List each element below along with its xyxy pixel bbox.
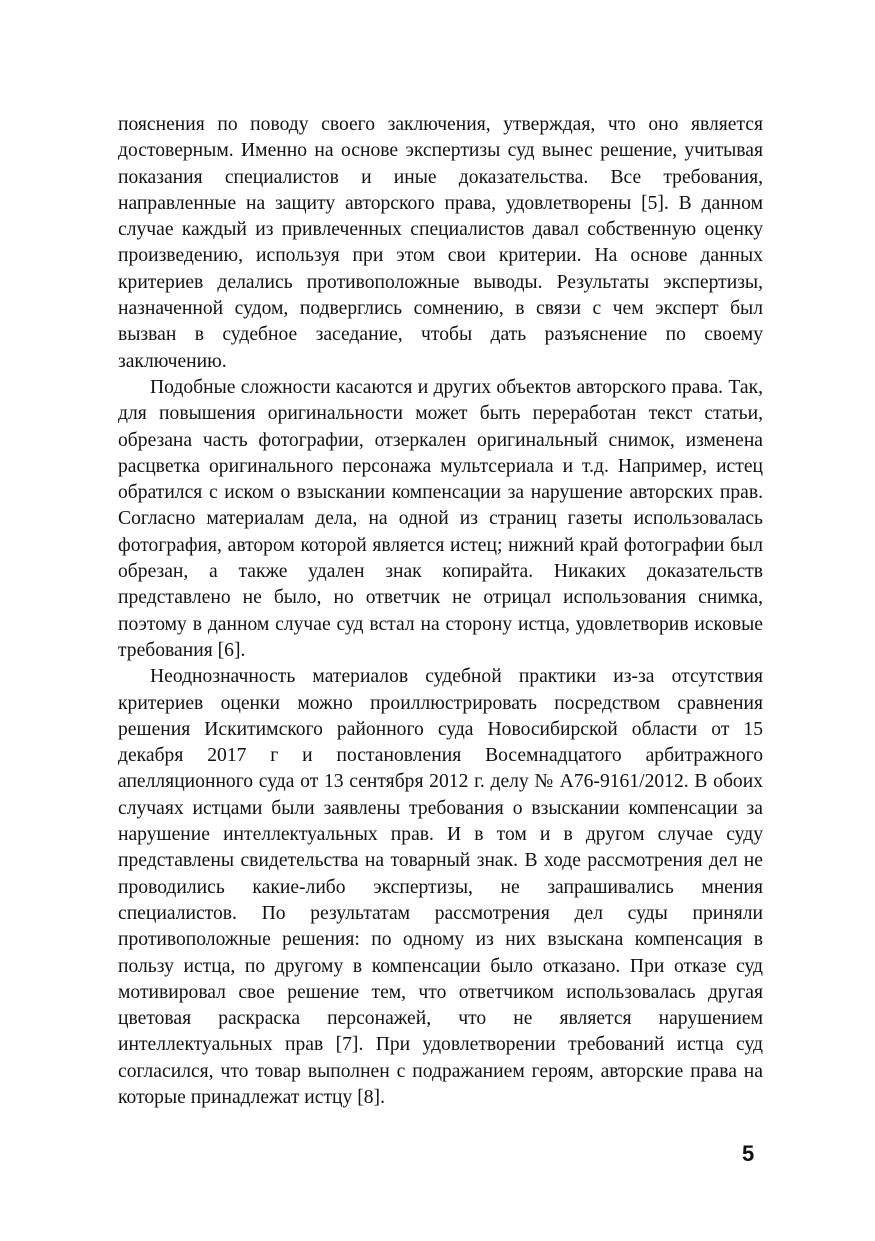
page-number: 5 (742, 1141, 755, 1166)
body-text (118, 112, 763, 1111)
paragraph-court-practice: Неоднозначность материалов судебной практики из-за отсутствия критериев оценки можно проиллюстрировать посредством сравнения решения Искитимского районного суда Новосибирской области от 15 декабря 2017 г и постановления Восемнадцатого арбитражного апелляционного суда от 13 сентября 2012 г. делу № А76-9161/2012. В обоих случаях истцами были заявлены требования о взыскании компенсации за нарушение интеллектуальных прав. И в том и в другом случае суду представлены свидетельства на товарный знак. В ходе рассмотрения дел не проводились какие-либо экспертизы, не запрашивались мнения специалистов. По результатам рассмотрения дел суды приняли противоположные решения: по одному из них взыскана компенсация в пользу истца, по другому в компенсации было отказано. При отказе суд мотивировал свое решение тем, что ответчиком использовалась другая цветовая раскраска персонажей, что не является нарушением интеллектуальных прав [7]. При удовлетворении требований истца суд согласился, что товар выполнен с подражанием героям, авторские права на которые принадлежат истцу [8]. (118, 666, 763, 1108)
paragraph-other-objects: Подобные сложности касаются и других объектов авторского права. Так, для повышения оригинальности может быть переработан текст статьи, обрезана часть фотографии, отзеркален оригинальный снимок, изменена расцветка оригинального персонажа мультсериала и т.д. Например, истец обратился с иском о взыскании компенсации за нарушение авторских прав. Согласно материалам дела, на одной из страниц газеты использовалась фотография, автором которой является истец; нижний край фотографии был обрезан, а также удален знак копирайта. Никаких доказательств представлено не было, но ответчик не отрицал использования снимка, поэтому в данном случае суд встал на сторону истца, удовлетворив исковые требования [6]. (118, 376, 763, 661)
paragraph-continuation: пояснения по поводу своего заключения, утверждая, что оно является достоверным. Именно на основе экспертизы суд вынес решение, учитывая показания специалистов и иные доказательства. Все требования, направленные на защиту авторского права, удовлетворены [5]. В данном случае каждый из привлеченных специалистов давал собственную оценку произведению, используя при этом свои критерии. На основе данных критериев делались противоположные выводы. Результаты экспертизы, назначенной судом, подверглись сомнению, в связи с чем эксперт был вызван в судебное заседание, чтобы дать разъяснение по своему заключению. (118, 114, 763, 372)
